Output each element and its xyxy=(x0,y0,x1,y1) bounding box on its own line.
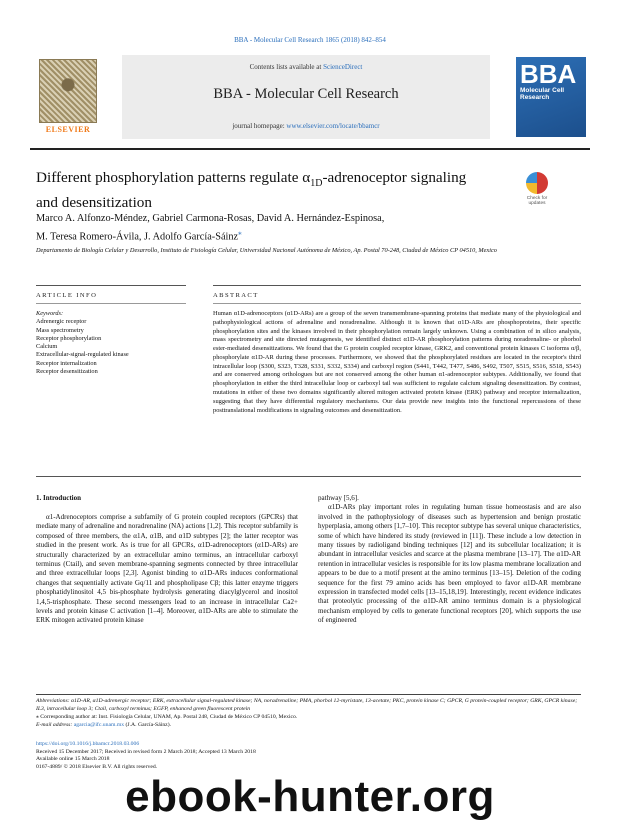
info-rule-2 xyxy=(36,303,186,304)
abstract-heading: ABSTRACT xyxy=(213,292,259,299)
homepage-line xyxy=(122,122,490,130)
footnotes xyxy=(36,697,581,729)
email-line: E-mail address: agarcia@ifc.unam.mx (J.A. García-Sáinz). xyxy=(36,722,172,728)
abbreviations: Abbreviations: α1D-AR, α1D-adrenergic receptor; ERK, extracellular signal-regulated kinase; NA, noradrenaline; PMA, phorbol 12-myristate, 13-acetate; PKC, protein kinase C; GPCR, G protein-coupled receptor; GRK, GPCR kinase; IL3, intracellular loop 3; Ctail, carboxyl terminus; EGFP, enhanced green fluorescent protein xyxy=(36,698,578,712)
keywords-block xyxy=(36,310,186,376)
watermark: ebook-hunter.org xyxy=(125,772,495,821)
intro-column-2 xyxy=(318,494,581,626)
doi-link[interactable]: https://doi.org/10.1016/j.bbamcr.2018.03.006 xyxy=(36,741,140,747)
available-online: Available online 15 March 2018 xyxy=(36,756,110,763)
keyword: Calcium xyxy=(36,343,58,351)
intro-paragraph-1: α1-Adrenoceptors comprise a subfamily of G protein coupled receptors (GPCRs) that mediate many of adrenaline and noradrenaline (NA) actions [1,2]. This receptor subfamily is composed of three members, the α1A, α1B, and α1D subtypes [2]; the latter receptor was studied in the present work. As is true for all GPCRs, α1D-adrenoceptors (α1D-ARs) are structurally characterized by an extracellular amino terminus, an intracellular carboxyl terminus (Ctail), and seven membrane-spanning segments connected by three intracellular and three extracellular loops [2,3]. Agonist binding to α1D-ARs induces conformational changes that sequentially activate Gq/11 and phospholipase Cβ; this latter enzyme triggers phosphatidylinositol 4,5 bis-phosphate hydrolysis generating diacylglycerol and inositol 1,4,5-trisphosphate. These second messengers lead to an increase in intracellular Ca2+ levels and protein kinase C activation [1–4]. Moreover, α1D-ARs are able to stimulate the ERK mitogen activated protein kinase xyxy=(36,513,298,625)
keyword: Receptor internalization xyxy=(36,359,97,367)
email-link[interactable]: agarcia@ifc.unam.mx xyxy=(73,722,125,728)
corresponding-mark[interactable]: ⁎ xyxy=(238,229,242,237)
journal-banner xyxy=(122,55,490,139)
crossmark-badge[interactable] xyxy=(520,172,554,212)
crossmark-label: Check for updates xyxy=(526,196,548,206)
abstract-text: Human α1D-adrenoceptors (α1D-ARs) are a group of the seven transmembrane-spanning proteins that mediate many of the physiological and pathophysiological actions of adrenaline and noradrenaline. Although it is known that α1D-ARs are phosphoproteins, their specific phosphorylation sites and the kinases involved in their phosphorylation remain largely unknown. Using a combination of in silico analysis, mass spectrometry and site directed mutagenesis, we identified distinct α1D-AR phosphorylation patterns during noradrenaline- or phorbol ester-mediated desensitizations. We found that the G protein coupled receptor kinase, GRK2, and conventional protein kinases C isoforms α/β, phosphorylate α1D-AR during these processes. Furthermore, we showed that the phosphorylated residues are located in the receptor's third intracellular loop (S300, S323, T328, S331, S332, S334) and carboxyl region (S441, T442, T477, S486, S492, T507, S515, S516, S518, S543) and are conserved among orthologues but are not conserved among the other human α1-adrenoceptor subtypes. Additionally, we found that phosphorylation in either the third intracellular loop or carboxyl tail was sufficient to regulate calcium signaling desensitization. By contrast, mutations in either of these two domains significantly altered mitogen activated protein kinase (ERK) pathway and receptor internalization, suggesting that they have differential regulatory mechanisms. Our data provide new insights into the functional repercussions of these posttranslational modifications in signaling outcomes and desensitization. xyxy=(213,310,581,414)
intro-column-1 xyxy=(36,513,298,626)
cover-title: BBA xyxy=(520,59,577,89)
keyword: Receptor desensitization xyxy=(36,368,98,376)
intro-paragraph-2: α1D-ARs play important roles in regulating human tissue homeostasis and are also involved in the pathophysiology of diseases such as hypertension and benign prostatic hyperplasia, among others [1,7–10]. This receptor subtype has several unique characteristics, some of which have hindered its study (reviewed in [11]). These include a low detection in many tissues by radioligand binding techniques [12] and its subcellular localization; it is abundant in intracellular vesicles and scarce at the plasma membrane [13–17]. The α1D-AR retention in intracellular vesicles is responsible for its low plasma membrane localization and appears to be due to a motif present at the amino terminus [13–15]. Deletion of the coding sequence for the first 79 amino acids has been employed to favor α1D-AR membrane expression in transfected model cells [13–15,18,19]. Interestingly, recent evidence indicates that proteolytic processing of the α1D-AR amino terminus domain is a physiological mechanism employed by cells to generate functional receptors [20], which supports the use of engineered xyxy=(318,503,582,625)
keyword: Mass spectrometry xyxy=(36,326,84,334)
author-list xyxy=(36,211,556,244)
publisher-name: ELSEVIER xyxy=(45,125,91,134)
keyword: Adrenergic receptor xyxy=(36,318,87,326)
article-title: Different phosphorylation patterns regulate $\alpha_{1D}$-adrenoceptor signaling and desensitization xyxy=(36,169,467,212)
crossmark-icon xyxy=(526,172,548,194)
section-heading-introduction: 1. Introduction xyxy=(36,494,81,502)
affiliation: Departamento de Biología Celular y Desarrollo, Instituto de Fisiología Celular, Universidad Nacional Autónoma de México, Ap. Postal 70-248, Ciudad de México CP 04510, Mexico xyxy=(36,247,497,254)
homepage-link[interactable]: www.elsevier.com/locate/bbamcr xyxy=(286,122,380,130)
contents-line xyxy=(122,63,490,71)
abstract-rule-2 xyxy=(213,303,581,304)
sciencedirect-link[interactable]: ScienceDirect xyxy=(323,63,363,71)
keyword: Receptor phosphorylation xyxy=(36,334,102,342)
abstract-bottom-rule xyxy=(36,476,581,477)
cover-subtitle: Molecular Cell Research xyxy=(520,87,565,101)
authors-line-2: M. Teresa Romero-Ávila, J. Adolfo García-Sáinz⁎ xyxy=(36,229,242,243)
keyword: Extracellular-signal-regulated kinase xyxy=(36,351,129,359)
publication-info xyxy=(36,741,336,771)
contents-prefix: Contents lists available at xyxy=(249,63,322,71)
info-rule xyxy=(36,285,186,286)
homepage-prefix: journal homepage: xyxy=(232,122,285,130)
keywords-label: Keywords: xyxy=(36,310,64,317)
elsevier-logo[interactable] xyxy=(36,59,100,139)
journal-cover[interactable] xyxy=(516,57,586,137)
intro-paragraph-1-cont: pathway [5,6]. xyxy=(318,494,359,502)
abstract-rule xyxy=(213,285,581,286)
journal-title: BBA - Molecular Cell Research xyxy=(213,86,399,102)
authors-line-1: Marco A. Alfonzo-Méndez, Gabriel Carmona-Rosas, David A. Hernández-Espinosa, xyxy=(36,213,385,224)
masthead xyxy=(30,55,590,139)
footnote-rule xyxy=(36,694,581,695)
journal-citation[interactable]: BBA - Molecular Cell Research 1865 (2018) 842–854 xyxy=(234,36,386,44)
header-divider xyxy=(30,148,590,150)
elsevier-tree-icon xyxy=(39,59,97,123)
copyright: 0167-4889/ © 2018 Elsevier B.V. All rights reserved. xyxy=(36,763,158,770)
article-info-heading: ARTICLE INFO xyxy=(36,292,98,299)
corresponding-author: ⁎ Corresponding author at: Inst. Fisiología Celular, UNAM, Ap. Postal 248, Ciudad de México CP 04510, Mexico. xyxy=(36,714,298,720)
received-dates: Received 15 December 2017; Received in revised form 2 March 2018; Accepted 13 March 2018 xyxy=(36,748,256,755)
